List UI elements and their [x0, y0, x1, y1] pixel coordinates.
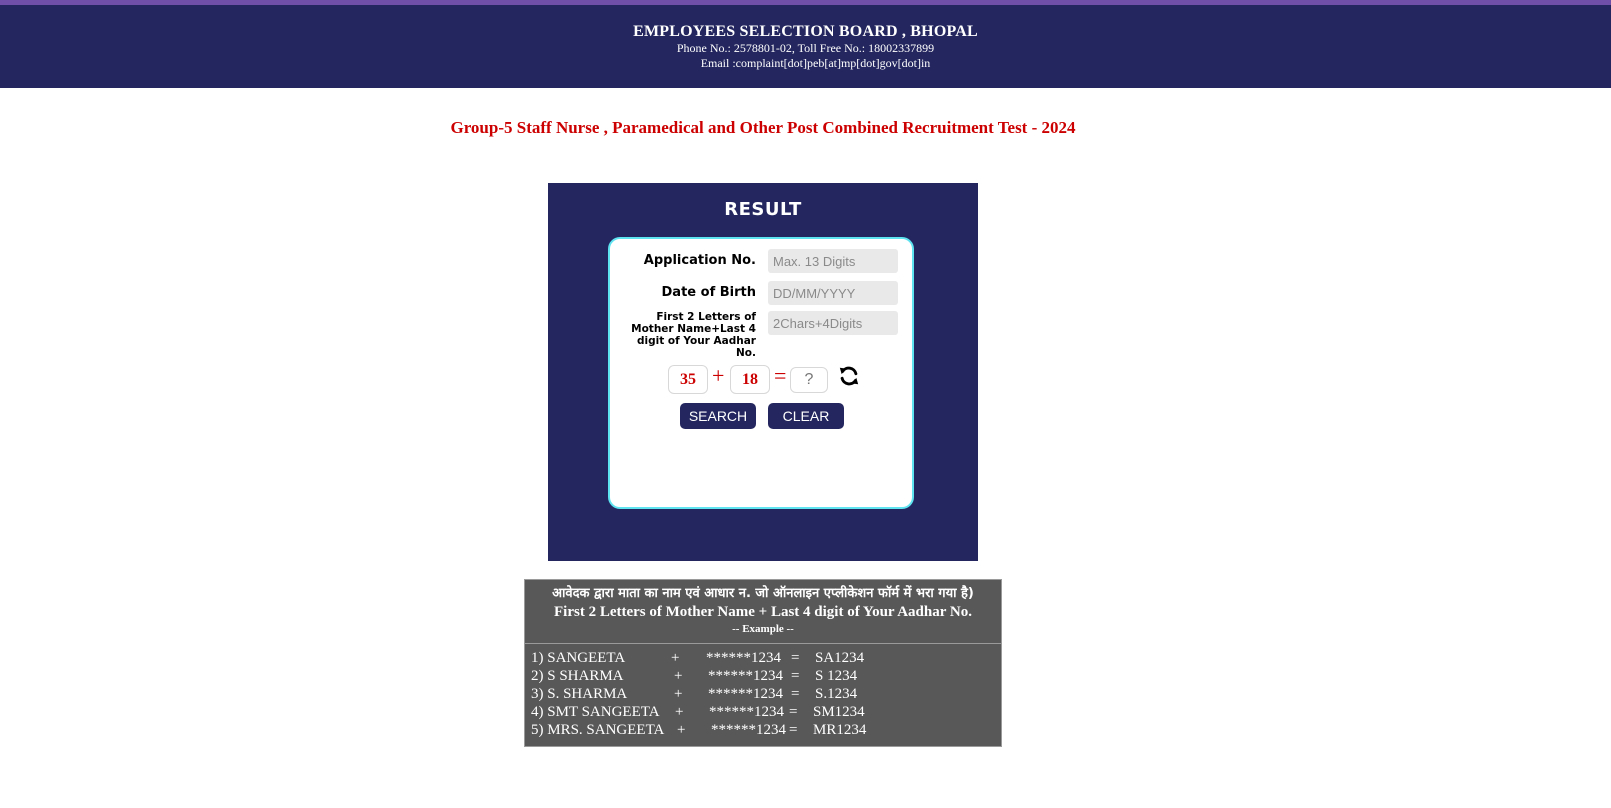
example-subtitle: -- Example -- [732, 623, 794, 635]
example-name: 1) SANGEETA [531, 650, 626, 666]
example-plus: + [675, 704, 684, 720]
example-plus: + [674, 686, 683, 702]
example-rows [525, 644, 1001, 739]
example-name: 5) MRS. SANGEETA [531, 722, 665, 738]
captcha-answer-input[interactable] [790, 367, 828, 393]
example-plus: + [677, 722, 686, 738]
example-result: MR1234 [813, 722, 867, 738]
example-plus: + [671, 650, 680, 666]
example-equals: = [789, 704, 798, 720]
example-hindi-note: आवेदक द्वारा माता का नाम एवं आधार न. जो ऑनलाइन एप्लीकेशन फॉर्म में भरा गया है) [552, 586, 974, 601]
mother-aadhar-input[interactable] [768, 311, 898, 335]
example-english-note: First 2 Letters of Mother Name + Last 4 digit of Your Aadhar No. [554, 604, 972, 620]
example-equals: = [791, 668, 800, 684]
example-name: 4) SMT SANGEETA [531, 704, 660, 720]
captcha-number-2: 18 [730, 365, 770, 394]
dob-label: Date of Birth [661, 285, 756, 300]
mother-aadhar-label: First 2 Letters of Mother Name+Last 4 digit of Your Aadhar No. [631, 311, 756, 359]
example-result: S 1234 [815, 668, 858, 684]
example-row [531, 685, 1001, 703]
captcha-equals-sign: = [774, 363, 787, 388]
dob-input[interactable] [768, 281, 898, 305]
contact-phone: Phone No.: 2578801-02, Toll Free No.: 18002337899 [676, 41, 935, 55]
site-header [0, 5, 1611, 88]
result-panel [548, 183, 978, 561]
application-no-input[interactable] [768, 249, 898, 273]
example-result: SA1234 [815, 650, 865, 666]
captcha-number-1: 35 [668, 365, 708, 394]
example-table [524, 579, 1002, 747]
example-aadhar: ******1234 [708, 686, 783, 702]
example-aadhar: ******1234 [711, 722, 786, 738]
example-row [531, 721, 1001, 739]
example-equals: = [791, 650, 800, 666]
example-name: 2) S SHARMA [531, 668, 624, 684]
example-aadhar: ******1234 [706, 650, 781, 666]
contact-email: Email :complaint[dot]peb[at]mp[dot]gov[dot]in [700, 56, 931, 70]
application-no-label: Application No. [643, 253, 756, 268]
example-name: 3) S. SHARMA [531, 686, 628, 702]
search-form [608, 237, 914, 509]
example-row [531, 649, 1001, 667]
example-aadhar: ******1234 [709, 704, 784, 720]
organization-name: EMPLOYEES SELECTION BOARD , BHOPAL [633, 23, 978, 40]
search-button[interactable]: SEARCH [680, 403, 756, 429]
example-result: S.1234 [815, 686, 858, 702]
captcha-plus-sign: + [712, 363, 725, 388]
example-row [531, 667, 1001, 685]
example-plus: + [674, 668, 683, 684]
example-row [531, 703, 1001, 721]
clear-button[interactable]: CLEAR [768, 403, 844, 429]
exam-title: Group-5 Staff Nurse , Paramedical and Other Post Combined Recruitment Test - 2024 [450, 118, 1076, 137]
example-equals: = [791, 686, 800, 702]
example-header [525, 580, 1001, 644]
refresh-icon[interactable] [838, 365, 860, 387]
result-title: RESULT [724, 199, 802, 220]
example-aadhar: ******1234 [708, 668, 783, 684]
example-equals: = [789, 722, 798, 738]
example-result: SM1234 [813, 704, 865, 720]
